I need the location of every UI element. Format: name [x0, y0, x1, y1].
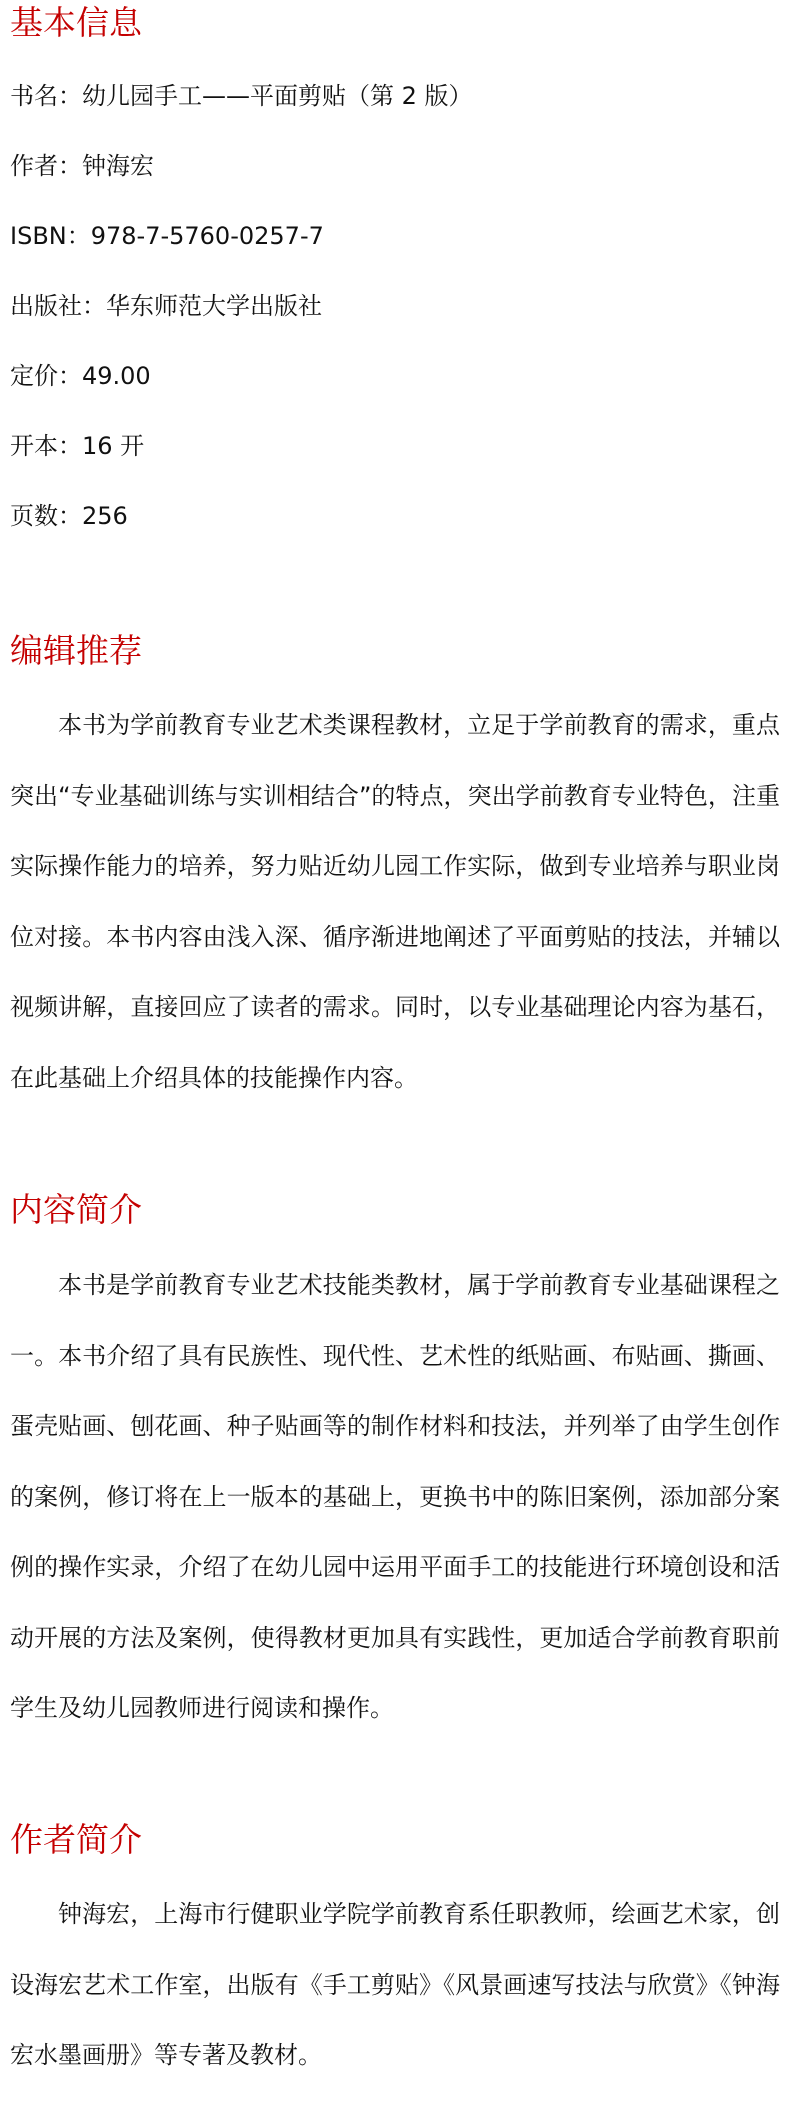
book-title-line: 书名：幼儿园手工——平面剪贴（第 2 版）: [10, 82, 473, 110]
price-line: 定价：49.00: [10, 362, 151, 390]
editor-recommendation-heading: 编辑推荐: [10, 631, 142, 670]
author-line: 作者：钟海宏: [10, 152, 154, 180]
basic-info-heading: 基本信息: [10, 3, 142, 42]
author-intro-heading: 作者简介: [10, 1820, 142, 1859]
publisher-line: 出版社：华东师范大学出版社: [10, 292, 322, 320]
format-line: 开本：16 开: [10, 432, 145, 460]
author-intro-text: 钟海宏，上海市行健职业学院学前教育系任职教师，绘画艺术家，创设海宏艺术工作室，出版有《手工剪贴》《风景画速写技法与欣赏》《钟海宏水墨画册》等专著及教材。: [10, 1900, 780, 2069]
editor-recommendation-text: 本书为学前教育专业艺术类课程教材，立足于学前教育的需求，重点突出“专业基础训练与实训相结合”的特点，突出学前教育专业特色，注重实际操作能力的培养，努力贴近幼儿园工作实际，做到专业培养与职业岗位对接。本书内容由浅入深、循序渐进地阐述了平面剪贴的技法，并辅以视频讲解，直接回应了读者的需求。同时，以专业基础理论内容为基石，在此基础上介绍具体的技能操作内容。: [10, 711, 780, 1092]
isbn-line: ISBN：978-7-5760-0257-7: [10, 222, 324, 250]
content-summary-heading: 内容简介: [10, 1190, 142, 1229]
pages-line: 页数：256: [10, 502, 128, 530]
content-summary-text: 本书是学前教育专业艺术技能类教材，属于学前教育专业基础课程之一。本书介绍了具有民族性、现代性、艺术性的纸贴画、布贴画、撕画、蛋壳贴画、刨花画、种子贴画等的制作材料和技法，并列举了由学生创作的案例，修订将在上一版本的基础上，更换书中的陈旧案例，添加部分案例的操作实录，介绍了在幼儿园中运用平面手工的技能进行环境创设和活动开展的方法及案例，使得教材更加具有实践性，更加适合学前教育职前学生及幼儿园教师进行阅读和操作。: [10, 1271, 780, 1722]
